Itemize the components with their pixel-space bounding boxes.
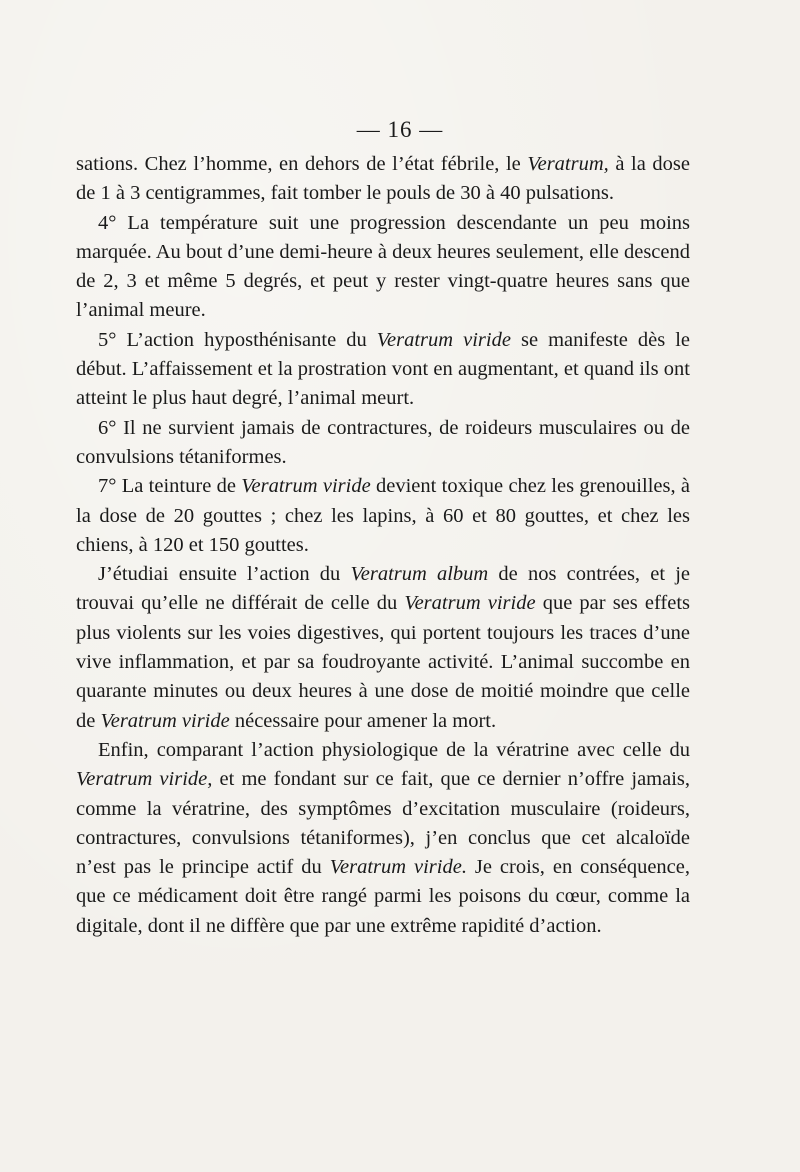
page-number: — 16 — bbox=[356, 117, 444, 142]
paragraph bbox=[76, 150, 690, 209]
text-run: que par ses effets plus violents sur les voies digestives, qui portent toujours les traces d’une vive inflammation, et par sa foudroyante activité. L’animal succombe en quarante minutes ou deux heures à une dose de moitié moindre que celle de bbox=[76, 592, 691, 732]
italic-term: Veratrum viride bbox=[241, 475, 371, 498]
italic-term: Veratrum viride, bbox=[76, 768, 213, 791]
paragraph bbox=[76, 560, 690, 736]
paragraph bbox=[76, 472, 690, 560]
paragraph bbox=[76, 326, 690, 414]
text-run: J’étudiai ensuite l’action du bbox=[98, 563, 351, 586]
text-run: sations. Chez l’homme, en dehors de l’état fébrile, le bbox=[76, 153, 528, 175]
text-run: nécessaire pour amener la mort. bbox=[229, 709, 497, 732]
text-run: devient toxique chez les grenouilles, à la dose de 20 gouttes ; chez les lapins, à 60 et 80 gouttes, et chez les chiens, à 120 et 150 gouttes. bbox=[76, 475, 691, 556]
paragraph bbox=[76, 736, 690, 941]
paragraph bbox=[76, 209, 690, 326]
text-run: à la dose de 1 à 3 centigrammes, fait tomber le pouls de 30 à 40 pulsations. bbox=[76, 153, 690, 205]
italic-term: Veratrum viride bbox=[100, 709, 230, 732]
text-run: 7° La teinture de bbox=[98, 475, 242, 498]
text-run: de nos contrées, et je trouvai qu’elle ne différait de celle du bbox=[76, 563, 690, 615]
paragraph bbox=[76, 414, 690, 473]
text-run: Enfin, comparant l’action physiologique de la vératrine avec celle du bbox=[98, 738, 690, 761]
body-text bbox=[76, 150, 690, 941]
italic-term: Veratrum, bbox=[527, 153, 609, 175]
text-run: 5° L’action hyposthénisante du bbox=[98, 328, 377, 351]
text-run: 4° La température suit une progression descendante un peu moins marquée. Au bout d’une demi-heure à deux heures seulement, elle descend de 2, 3 et même 5 degrés, et peut y rester vingt-quatre heures sans que l’animal meure. bbox=[76, 211, 690, 322]
italic-term: Veratrum album bbox=[350, 563, 489, 586]
text-run: 6° Il ne survient jamais de contractures, de roideurs musculaires ou de convulsions tétaniformes. bbox=[76, 416, 690, 468]
text-run: et me fondant sur ce fait, que ce dernier n’offre jamais, comme la vératrine, des symptômes d’excitation musculaire (roideurs, contractures, convulsions tétaniformes), j’en conclus que cet alcaloïde n’est pas le principe actif du bbox=[76, 768, 691, 879]
text-run: se manifeste dès le début. L’affaissement et la prostration vont en augmentant, et quand ils ont atteint le plus haut degré, l’animal meurt. bbox=[76, 328, 691, 410]
italic-term: Veratrum viride bbox=[376, 328, 511, 351]
italic-term: Veratrum viride. bbox=[329, 856, 467, 879]
italic-term: Veratrum viride bbox=[404, 592, 536, 615]
text-run: Je crois, en conséquence, que ce médicament doit être rangé parmi les poisons du cœur, comme la digitale, dont il ne diffère que par une extrême rapidité d’action. bbox=[76, 856, 690, 937]
